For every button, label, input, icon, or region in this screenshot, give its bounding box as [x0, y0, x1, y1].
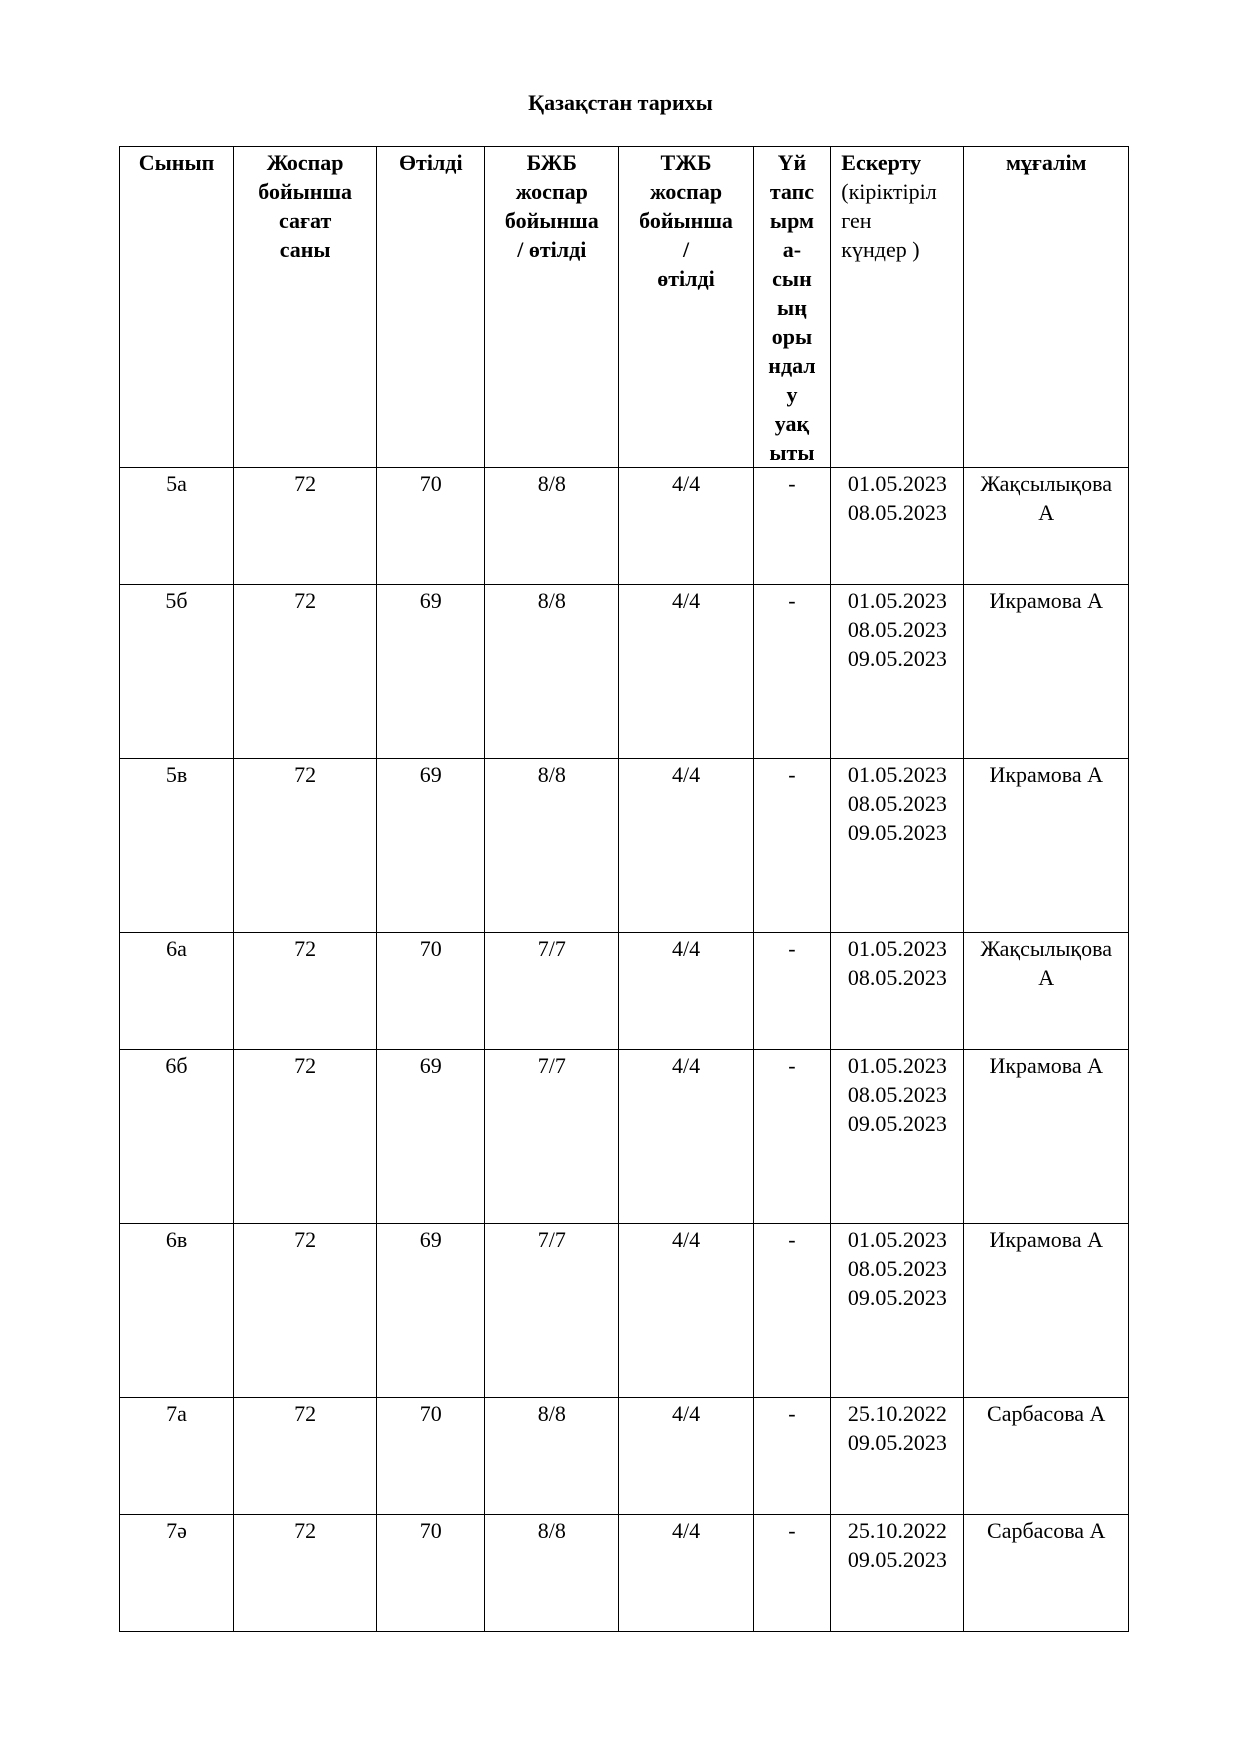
cell-class-text: 6а: [166, 936, 187, 961]
cell-completed-text: 70: [419, 1518, 442, 1543]
cell-bjb-text: 8/8: [537, 762, 566, 787]
cell-class-text: 6б: [165, 1053, 188, 1078]
table-row: [120, 933, 1129, 1050]
cell-bjb: [485, 585, 619, 759]
schedule-table: [119, 146, 1129, 1632]
cell-class-text: 6в: [165, 1227, 188, 1252]
integrated-date: 01.05.2023: [847, 1227, 947, 1252]
cell-completed-text: 69: [419, 1053, 442, 1078]
cell-homework-text: -: [788, 471, 796, 496]
header-bjb: [485, 147, 619, 468]
integrated-date: 09.05.2023: [847, 1430, 947, 1455]
integrated-date: 01.05.2023: [847, 471, 947, 496]
cell-teacher-text: Икрамова А: [989, 762, 1103, 787]
table-body: [120, 468, 1129, 1632]
cell-bjb: [485, 759, 619, 933]
cell-planned-hours-text: 72: [294, 1518, 317, 1543]
cell-planned-hours: [234, 1515, 377, 1632]
cell-completed: [377, 933, 485, 1050]
integrated-date: 08.05.2023: [847, 791, 947, 816]
table-row: [120, 1515, 1129, 1632]
cell-teacher-text: Икрамова А: [989, 1227, 1103, 1252]
cell-integrated-dates: [831, 585, 964, 759]
cell-homework-text: -: [788, 588, 796, 613]
cell-bjb-text: 7/7: [537, 1053, 566, 1078]
cell-completed-text: 69: [419, 588, 442, 613]
cell-completed: [377, 1398, 485, 1515]
cell-class: [120, 1515, 234, 1632]
cell-class-text: 5б: [165, 588, 188, 613]
cell-teacher-text: Жақсылықова А: [980, 936, 1112, 990]
header-tjb: [619, 147, 753, 468]
header-note-label: Ескерту: [841, 150, 922, 175]
header-class-label: Сынып: [138, 150, 215, 175]
cell-completed-text: 70: [419, 936, 442, 961]
header-note: [831, 147, 964, 468]
cell-homework-text: -: [788, 762, 796, 787]
header-planned-hours: [234, 147, 377, 468]
cell-integrated-dates: [831, 759, 964, 933]
header-planned-hours-label: Жоспар бойынша сағат саны: [258, 150, 353, 262]
cell-completed: [377, 1515, 485, 1632]
cell-bjb-text: 8/8: [537, 1518, 566, 1543]
cell-teacher-text: Жақсылықова А: [980, 471, 1112, 525]
cell-homework: [753, 1398, 831, 1515]
cell-bjb-text: 8/8: [537, 1401, 566, 1426]
cell-class: [120, 1224, 234, 1398]
cell-teacher: [964, 1224, 1129, 1398]
cell-teacher-text: Икрамова А: [989, 1053, 1103, 1078]
integrated-date: 09.05.2023: [847, 820, 947, 845]
cell-planned-hours: [234, 759, 377, 933]
table-row: [120, 585, 1129, 759]
cell-planned-hours: [234, 1398, 377, 1515]
cell-integrated-dates: [831, 468, 964, 585]
integrated-date: 25.10.2022: [847, 1401, 947, 1426]
header-homework-label: Үй тапс ырм а- сын ың оры ндал у уақ ыты: [768, 150, 816, 465]
header-tjb-label: ТЖБ жоспар бойынша / өтілді: [639, 150, 733, 291]
cell-completed-text: 69: [419, 762, 442, 787]
cell-bjb-text: 7/7: [537, 936, 566, 961]
cell-homework: [753, 1515, 831, 1632]
integrated-date: 08.05.2023: [847, 500, 947, 525]
cell-tjb-text: 4/4: [671, 471, 701, 496]
cell-tjb-text: 4/4: [671, 762, 701, 787]
cell-tjb-text: 4/4: [671, 936, 701, 961]
cell-homework: [753, 468, 831, 585]
cell-homework: [753, 585, 831, 759]
cell-tjb-text: 4/4: [671, 1401, 701, 1426]
cell-class: [120, 585, 234, 759]
cell-tjb: [619, 1050, 753, 1224]
cell-planned-hours-text: 72: [294, 471, 317, 496]
integrated-date: 08.05.2023: [847, 617, 947, 642]
cell-homework: [753, 933, 831, 1050]
cell-homework-text: -: [788, 1227, 796, 1252]
cell-bjb: [485, 468, 619, 585]
cell-teacher-text: Икрамова А: [989, 588, 1103, 613]
cell-planned-hours-text: 72: [294, 1401, 317, 1426]
cell-completed: [377, 759, 485, 933]
cell-homework-text: -: [788, 1518, 796, 1543]
cell-homework: [753, 1224, 831, 1398]
header-bjb-label: БЖБ жоспар бойынша / өтілді: [504, 150, 599, 262]
cell-planned-hours-text: 72: [294, 588, 317, 613]
cell-class: [120, 1050, 234, 1224]
integrated-date: 08.05.2023: [847, 1082, 947, 1107]
cell-planned-hours: [234, 468, 377, 585]
document-title: Қазақстан тарихы: [528, 90, 713, 115]
cell-teacher: [964, 759, 1129, 933]
cell-homework: [753, 1050, 831, 1224]
cell-planned-hours-text: 72: [294, 1053, 317, 1078]
table-row: [120, 1224, 1129, 1398]
cell-teacher: [964, 1515, 1129, 1632]
table-row: [120, 468, 1129, 585]
cell-class-text: 7а: [166, 1401, 187, 1426]
table-row: [120, 1050, 1129, 1224]
cell-integrated-dates: [831, 933, 964, 1050]
cell-homework-text: -: [788, 1053, 796, 1078]
table-row: [120, 759, 1129, 933]
cell-tjb: [619, 468, 753, 585]
cell-planned-hours: [234, 1050, 377, 1224]
cell-tjb-text: 4/4: [671, 588, 701, 613]
cell-completed-text: 70: [419, 1401, 442, 1426]
cell-bjb: [485, 1515, 619, 1632]
cell-planned-hours: [234, 1224, 377, 1398]
cell-integrated-dates: [831, 1398, 964, 1515]
cell-planned-hours-text: 72: [294, 1227, 317, 1252]
cell-completed-text: 70: [419, 471, 442, 496]
cell-bjb-text: 8/8: [537, 588, 566, 613]
cell-planned-hours-text: 72: [294, 936, 317, 961]
cell-homework-text: -: [788, 936, 796, 961]
cell-planned-hours: [234, 933, 377, 1050]
cell-homework: [753, 759, 831, 933]
cell-bjb: [485, 933, 619, 1050]
cell-teacher: [964, 585, 1129, 759]
cell-completed-text: 69: [419, 1227, 442, 1252]
integrated-date: 09.05.2023: [847, 1111, 947, 1136]
header-teacher: [964, 147, 1129, 468]
cell-integrated-dates: [831, 1050, 964, 1224]
cell-completed: [377, 1050, 485, 1224]
integrated-date: 08.05.2023: [847, 1256, 947, 1281]
cell-class: [120, 468, 234, 585]
cell-class: [120, 1398, 234, 1515]
cell-bjb-text: 7/7: [537, 1227, 566, 1252]
integrated-date: 01.05.2023: [847, 588, 947, 613]
cell-planned-hours-text: 72: [294, 762, 317, 787]
cell-teacher-text: Сарбасова А: [987, 1518, 1106, 1543]
cell-teacher: [964, 1398, 1129, 1515]
cell-bjb: [485, 1398, 619, 1515]
cell-teacher: [964, 468, 1129, 585]
cell-completed: [377, 1224, 485, 1398]
cell-teacher: [964, 1050, 1129, 1224]
header-completed: [377, 147, 485, 468]
cell-planned-hours: [234, 585, 377, 759]
cell-tjb-text: 4/4: [671, 1053, 701, 1078]
cell-tjb: [619, 1224, 753, 1398]
cell-homework-text: -: [788, 1401, 796, 1426]
integrated-date: 25.10.2022: [847, 1518, 947, 1543]
table-row: [120, 1398, 1129, 1515]
integrated-date: 01.05.2023: [847, 762, 947, 787]
integrated-date: 01.05.2023: [847, 1053, 947, 1078]
integrated-date: 01.05.2023: [847, 936, 947, 961]
header-note-subtitle: (кіріктіріл ген күндер ): [841, 179, 937, 262]
header-homework: [753, 147, 831, 468]
header-completed-label: Өтілді: [398, 150, 463, 175]
cell-class: [120, 933, 234, 1050]
cell-integrated-dates: [831, 1515, 964, 1632]
cell-bjb: [485, 1224, 619, 1398]
cell-tjb: [619, 759, 753, 933]
integrated-date: 09.05.2023: [847, 646, 947, 671]
cell-bjb-text: 8/8: [537, 471, 566, 496]
cell-class-text: 5в: [165, 762, 188, 787]
cell-teacher: [964, 933, 1129, 1050]
cell-integrated-dates: [831, 1224, 964, 1398]
cell-completed: [377, 468, 485, 585]
cell-tjb: [619, 933, 753, 1050]
cell-tjb: [619, 585, 753, 759]
cell-class: [120, 759, 234, 933]
cell-tjb: [619, 1398, 753, 1515]
cell-class-text: 7ә: [166, 1518, 187, 1543]
cell-completed: [377, 585, 485, 759]
cell-bjb: [485, 1050, 619, 1224]
integrated-date: 09.05.2023: [847, 1285, 947, 1310]
cell-class-text: 5а: [166, 471, 187, 496]
header-class: [120, 147, 234, 468]
cell-tjb-text: 4/4: [671, 1227, 701, 1252]
header-row: [120, 147, 1129, 468]
integrated-date: 08.05.2023: [847, 965, 947, 990]
header-teacher-label: мұғалім: [1005, 150, 1087, 175]
cell-teacher-text: Сарбасова А: [987, 1401, 1106, 1426]
integrated-date: 09.05.2023: [847, 1547, 947, 1572]
cell-tjb-text: 4/4: [671, 1518, 701, 1543]
cell-tjb: [619, 1515, 753, 1632]
